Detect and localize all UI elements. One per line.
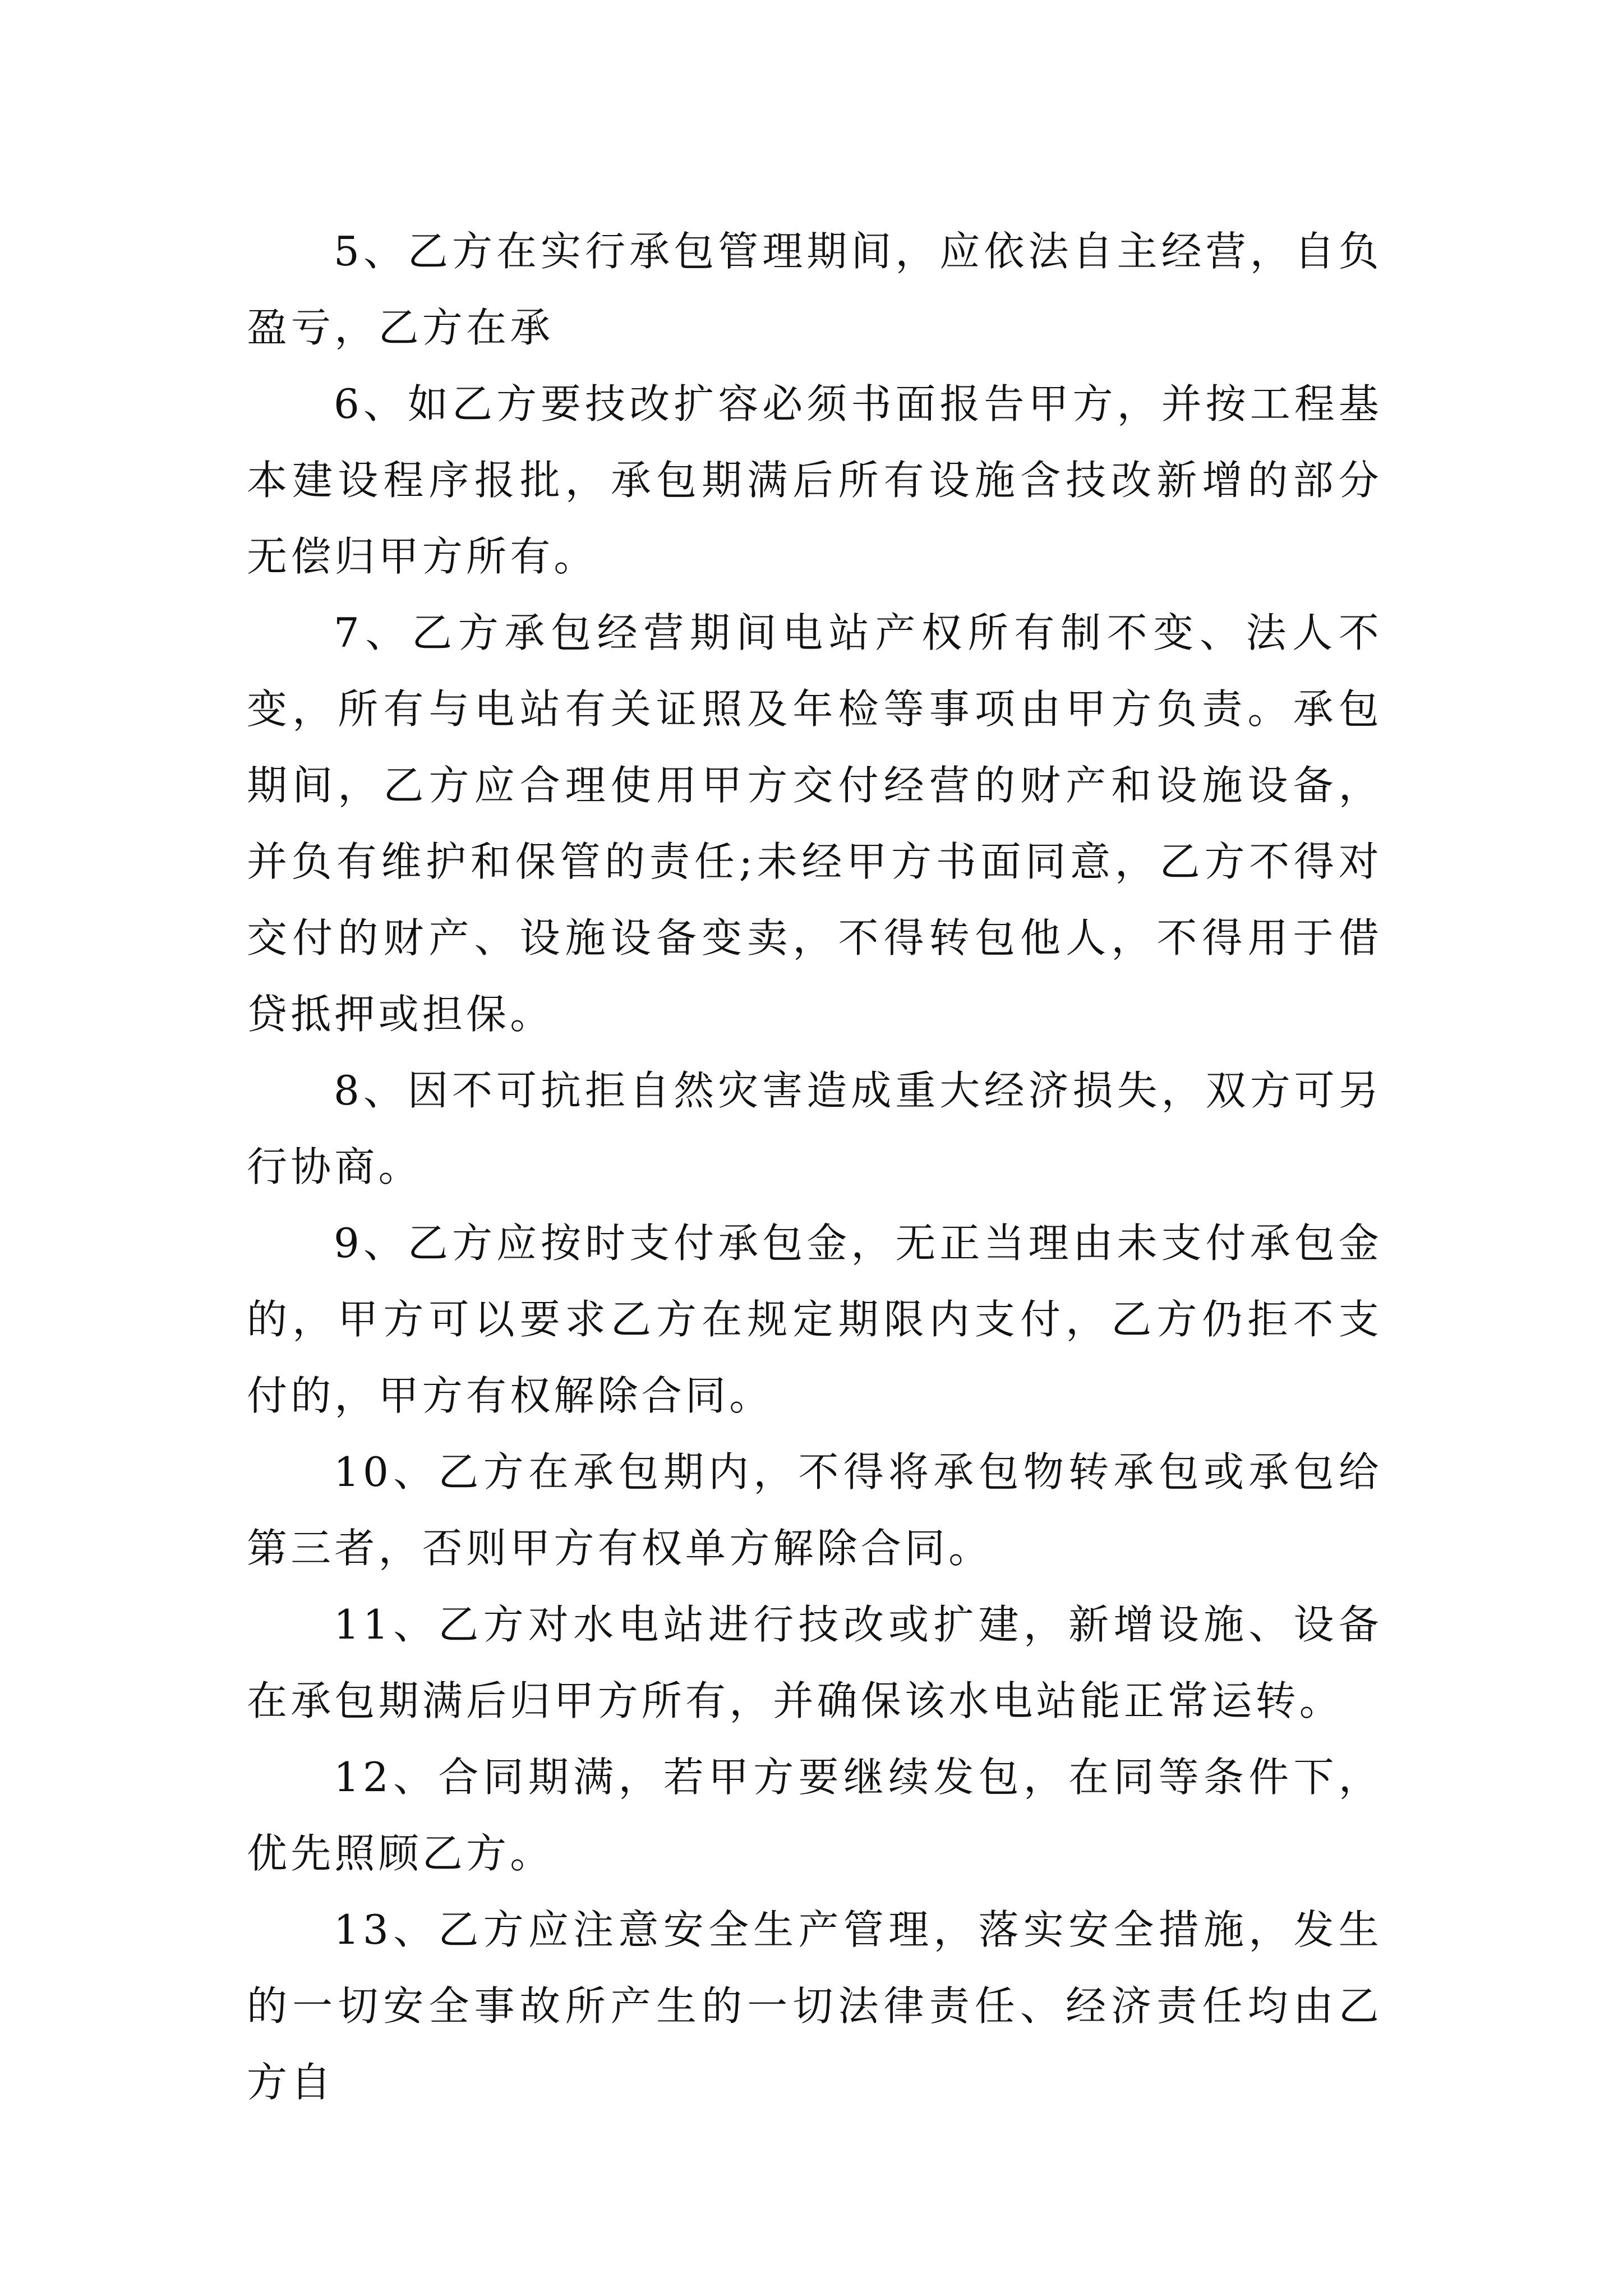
clause-12: 12、合同期满，若甲方要继续发包，在同等条件下，优先照顾乙方。 bbox=[247, 1754, 1382, 1877]
clause-6: 6、如乙方要技改扩容必须书面报告甲方，并按工程基本建设程序报批，承包期满后所有设施含技改新增的部分无偿归甲方所有。 bbox=[247, 380, 1382, 580]
clause-13: 13、乙方应注意安全生产管理，落实安全措施，发生的一切安全事故所产生的一切法律责任、经济责任均由乙方自 bbox=[247, 1906, 1382, 2106]
clause-11: 11、乙方对水电站进行技改或扩建，新增设施、设备在承包期满后归甲方所有，并确保该水电站能正常运转。 bbox=[247, 1601, 1382, 1724]
clause-5: 5、乙方在实行承包管理期间，应依法自主经营，自负盈亏，乙方在承 bbox=[247, 228, 1382, 351]
document-page bbox=[247, 213, 1382, 2132]
clause-8: 8、因不可抗拒自然灾害造成重大经济损失，双方可另行协商。 bbox=[247, 1067, 1382, 1190]
clause-7: 7、乙方承包经营期间电站产权所有制不变、法人不变，所有与电站有关证照及年检等事项由甲方负责。承包期间，乙方应合理使用甲方交付经营的财产和设施设备，并负有维护和保管的责任;未经甲方书面同意，乙方不得对交付的财产、设施设备变卖，不得转包他人，不得用于借贷抵押或担保。 bbox=[247, 609, 1382, 1038]
clause-9: 9、乙方应按时支付承包金，无正当理由未支付承包金的，甲方可以要求乙方在规定期限内支付，乙方仍拒不支付的，甲方有权解除合同。 bbox=[247, 1220, 1382, 1419]
clause-10: 10、乙方在承包期内，不得将承包物转承包或承包给第三者，否则甲方有权单方解除合同。 bbox=[247, 1448, 1382, 1572]
